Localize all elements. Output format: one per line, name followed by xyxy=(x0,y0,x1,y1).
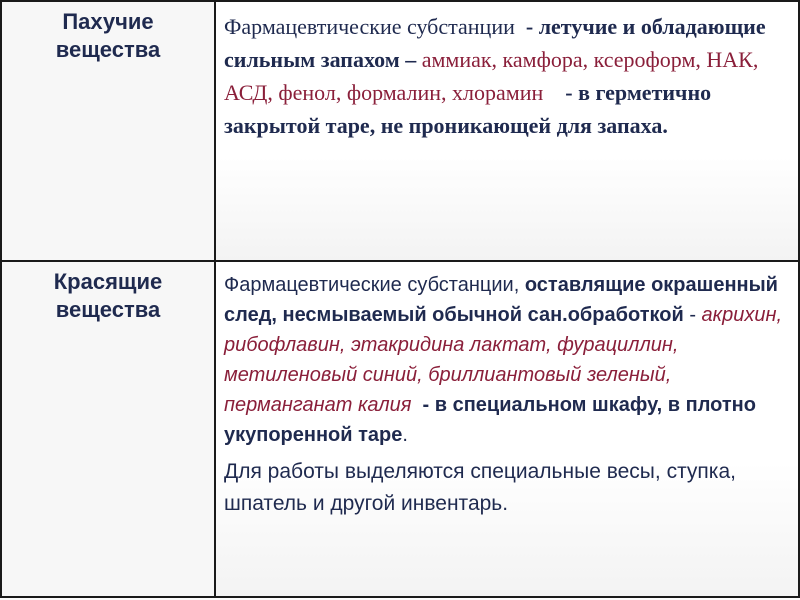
property-text: - летучие и обладающие сильным запахом – xyxy=(224,14,766,72)
substances-list: акрихин, рибофлавин, этакридина лактат, фурациллин, метиленовый синий, бриллиантовый зеленый, перманганат калия xyxy=(224,304,783,416)
description-cell xyxy=(215,1,799,261)
substances-list: аммиак, камфора, ксероформ, НАК, АСД, фенол, формалин, хлорамин xyxy=(224,47,759,105)
table-row xyxy=(1,261,799,597)
property-text: оставлящие окрашенный след, несмываемый обычной сан.обработкой xyxy=(224,274,778,326)
description-text xyxy=(224,10,784,142)
intro-text: Фармацевтические субстанции xyxy=(224,274,514,296)
description-cell xyxy=(215,261,799,597)
category-cell xyxy=(1,261,215,597)
dash-text: - xyxy=(689,304,696,326)
category-label: Пахучие вещества xyxy=(55,9,161,62)
note-text: Для работы выделяются специальные весы, ступка, шпатель и другой инвентарь. xyxy=(224,460,736,515)
description-text xyxy=(224,270,784,450)
storage-text: - в герметично закрытой таре, не проникающей для запаха. xyxy=(224,80,712,138)
period-text: . xyxy=(402,424,408,446)
intro-text: Фармацевтические субстанции xyxy=(224,14,515,39)
storage-text: - в специальном шкафу, в плотно укупоренной таре xyxy=(224,394,756,446)
category-label: Красящие вещества xyxy=(53,269,163,322)
category-cell xyxy=(1,1,215,261)
comma-text: , xyxy=(513,274,520,296)
table-row xyxy=(1,1,799,261)
